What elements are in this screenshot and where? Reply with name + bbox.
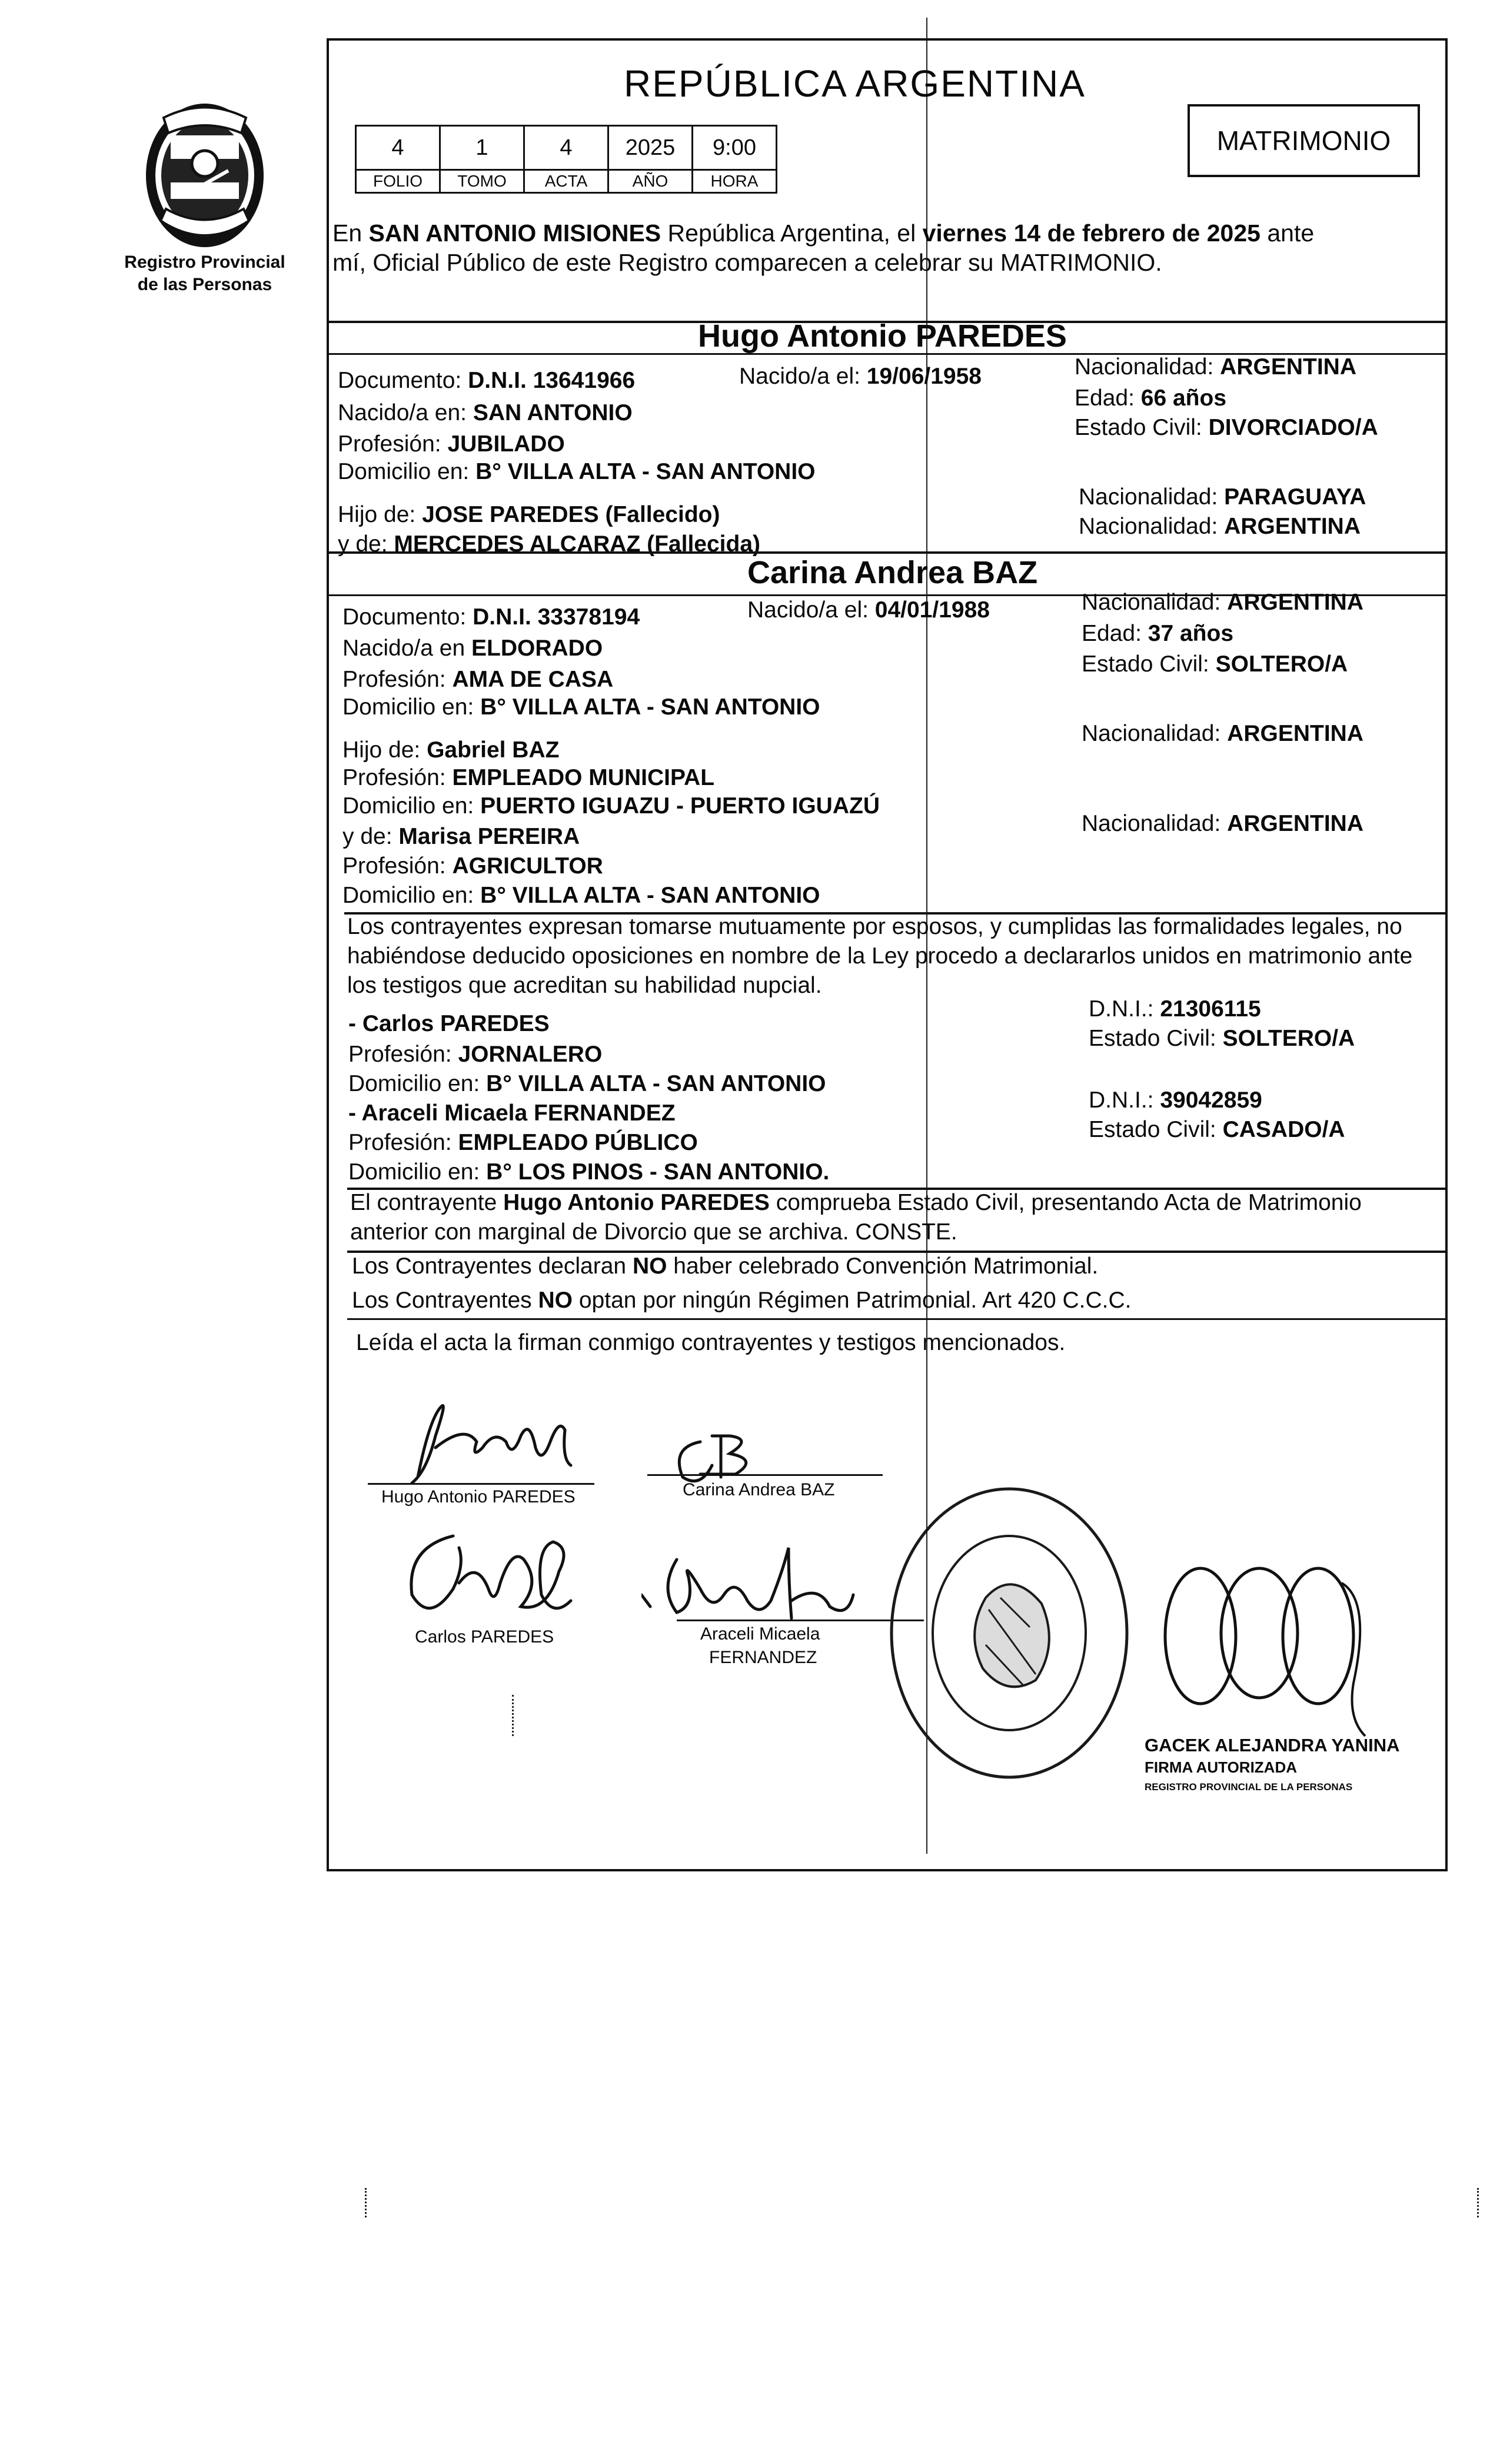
divorce-note-line2: anterior con marginal de Divorcio que se archiva. CONSTE. <box>350 1219 957 1245</box>
spouse2-signature-line <box>647 1474 883 1476</box>
spouse1-nationality: Nacionalidad: ARGENTINA <box>1075 354 1357 380</box>
witness1-name: - Carlos PAREDES <box>348 1011 550 1036</box>
acta-value: 4 <box>524 126 608 170</box>
registry-caption-line1: Registro Provincial <box>124 252 285 272</box>
spouse2-father-address: Domicilio en: PUERTO IGUAZU - PUERTO IGUAZÚ <box>342 793 880 819</box>
spouse2-signature-caption: Carina Andrea BAZ <box>683 1480 835 1499</box>
spouse1-civil-status: Estado Civil: DIVORCIADO/A <box>1075 415 1378 440</box>
authorized-official-signature <box>1159 1565 1406 1742</box>
witness2-dni: D.N.I.: 39042859 <box>1089 1088 1262 1113</box>
spouse1-signature <box>394 1395 606 1489</box>
spouse1-profession: Profesión: JUBILADO <box>338 431 565 457</box>
spouse1-mother: y de: MERCEDES ALCARAZ (Fallecida) <box>338 531 761 557</box>
spouse1-heading: Hugo Antonio PAREDES <box>698 318 1067 354</box>
registry-caption-line2: de las Personas <box>137 275 272 294</box>
official-office: REGISTRO PROVINCIAL DE LA PERSONAS <box>1145 1781 1353 1793</box>
spouse2-birthdate: Nacido/a el: 04/01/1988 <box>747 597 990 623</box>
witness1-dni: D.N.I.: 21306115 <box>1089 996 1261 1022</box>
official-name: GACEK ALEJANDRA YANINA <box>1145 1735 1400 1755</box>
spouse2-age: Edad: 37 años <box>1082 621 1234 646</box>
hour-value: 9:00 <box>693 126 777 170</box>
country-title: REPÚBLICA ARGENTINA <box>624 62 1086 105</box>
spouse2-mother-profession: Profesión: AGRICULTOR <box>342 853 603 879</box>
acta-label: ACTA <box>524 170 608 193</box>
closing-statement: Leída el acta la firman conmigo contrayentes y testigos mencionados. <box>356 1330 1066 1355</box>
spouse2-birthplace: Nacido/a en ELDORADO <box>342 636 603 661</box>
witness1-profession: Profesión: JORNALERO <box>348 1042 603 1067</box>
spouse2-profession: Profesión: AMA DE CASA <box>342 667 614 692</box>
witness1-signature-caption: Carlos PAREDES <box>415 1627 554 1647</box>
declaration-line1: Los contrayentes expresan tomarse mutuamente por esposos, y cumplidas las formalidades legales, no <box>347 914 1402 939</box>
spouse2-signature <box>665 1424 783 1489</box>
registry-logo <box>134 94 275 253</box>
spouse1-birthplace: Nacido/a en: SAN ANTONIO <box>338 400 633 425</box>
intro-line1: En SAN ANTONIO MISIONES República Argentina, el viernes 14 de febrero de 2025 ante <box>332 220 1315 247</box>
witness1-civil-status: Estado Civil: SOLTERO/A <box>1089 1026 1355 1051</box>
declaration-line2: habiéndose deducido oposiciones en nombre de la Ley procedo a declararlos unidos en matrimonio ante <box>347 943 1413 969</box>
year-value: 2025 <box>608 126 693 170</box>
witness1-signature <box>394 1524 588 1630</box>
spouse2-mother-address: Domicilio en: B° VILLA ALTA - SAN ANTONIO <box>342 883 820 908</box>
spouse2-heading: Carina Andrea BAZ <box>747 555 1038 590</box>
spouse1-age: Edad: 66 años <box>1075 385 1227 411</box>
registry-official-seal <box>883 1480 1136 1786</box>
folio-value: 4 <box>356 126 440 170</box>
witness2-profession: Profesión: EMPLEADO PÚBLICO <box>348 1130 698 1155</box>
divider <box>347 1251 1448 1253</box>
intro-line2: mí, Oficial Público de este Registro comparecen a celebrar su MATRIMONIO. <box>332 249 1162 276</box>
divider <box>327 551 1448 554</box>
spouse2-civil-status: Estado Civil: SOLTERO/A <box>1082 651 1348 677</box>
act-type-box: MATRIMONIO <box>1188 104 1420 177</box>
spouse2-mother-nationality: Nacionalidad: ARGENTINA <box>1082 811 1364 836</box>
tomo-label: TOMO <box>440 170 524 193</box>
folio-label: FOLIO <box>356 170 440 193</box>
spouse1-birthdate: Nacido/a el: 19/06/1958 <box>739 364 982 389</box>
spouse2-nationality: Nacionalidad: ARGENTINA <box>1082 590 1364 615</box>
witness2-signature <box>641 1536 865 1624</box>
divider <box>347 1318 1448 1320</box>
spouse1-signature-caption: Hugo Antonio PAREDES <box>381 1487 576 1507</box>
spouse2-father-nationality: Nacionalidad: ARGENTINA <box>1082 721 1364 746</box>
spouse1-address: Domicilio en: B° VILLA ALTA - SAN ANTONIO <box>338 459 816 484</box>
scan-speck <box>365 2188 368 2217</box>
witness2-name: - Araceli Micaela FERNANDEZ <box>348 1100 676 1126</box>
agreement-line1: Los Contrayentes declaran NO haber celebrado Convención Matrimonial. <box>352 1253 1099 1279</box>
scan-speck <box>512 1695 515 1736</box>
witness1-address: Domicilio en: B° VILLA ALTA - SAN ANTONIO <box>348 1071 826 1096</box>
record-grid <box>355 125 777 194</box>
spouse2-father-profession: Profesión: EMPLEADO MUNICIPAL <box>342 765 715 790</box>
spouse2-mother: y de: Marisa PEREIRA <box>342 824 580 849</box>
witness2-civil-status: Estado Civil: CASADO/A <box>1089 1117 1345 1142</box>
witness2-signature-caption-line2: FERNANDEZ <box>709 1648 817 1667</box>
tomo-value: 1 <box>440 126 524 170</box>
witness2-signature-caption-line1: Araceli Micaela <box>700 1624 820 1644</box>
spouse2-document: Documento: D.N.I. 33378194 <box>342 604 640 630</box>
spouse1-mother-nationality: Nacionalidad: ARGENTINA <box>1079 514 1361 539</box>
agreement-line2: Los Contrayentes NO optan por ningún Régimen Patrimonial. Art 420 C.C.C. <box>352 1288 1132 1313</box>
hour-label: HORA <box>693 170 777 193</box>
official-role: FIRMA AUTORIZADA <box>1145 1758 1298 1776</box>
witness2-address: Domicilio en: B° LOS PINOS - SAN ANTONIO. <box>348 1159 830 1185</box>
declaration-line3: los testigos que acreditan su habilidad nupcial. <box>347 973 822 998</box>
divorce-note-line1: El contrayente Hugo Antonio PAREDES comprueba Estado Civil, presentando Acta de Matrimonio <box>350 1190 1362 1215</box>
scan-speck <box>1477 2188 1481 2217</box>
spouse1-document: Documento: D.N.I. 13641966 <box>338 368 636 393</box>
spouse1-father: Hijo de: JOSE PAREDES (Fallecido) <box>338 502 720 527</box>
province-coat-of-arms-icon <box>134 94 275 253</box>
spouse2-father: Hijo de: Gabriel BAZ <box>342 737 560 763</box>
spouse2-address: Domicilio en: B° VILLA ALTA - SAN ANTONIO <box>342 694 820 720</box>
spouse1-signature-line <box>368 1483 594 1485</box>
spouse1-father-nationality: Nacionalidad: PARAGUAYA <box>1079 484 1366 510</box>
year-label: AÑO <box>608 170 693 193</box>
